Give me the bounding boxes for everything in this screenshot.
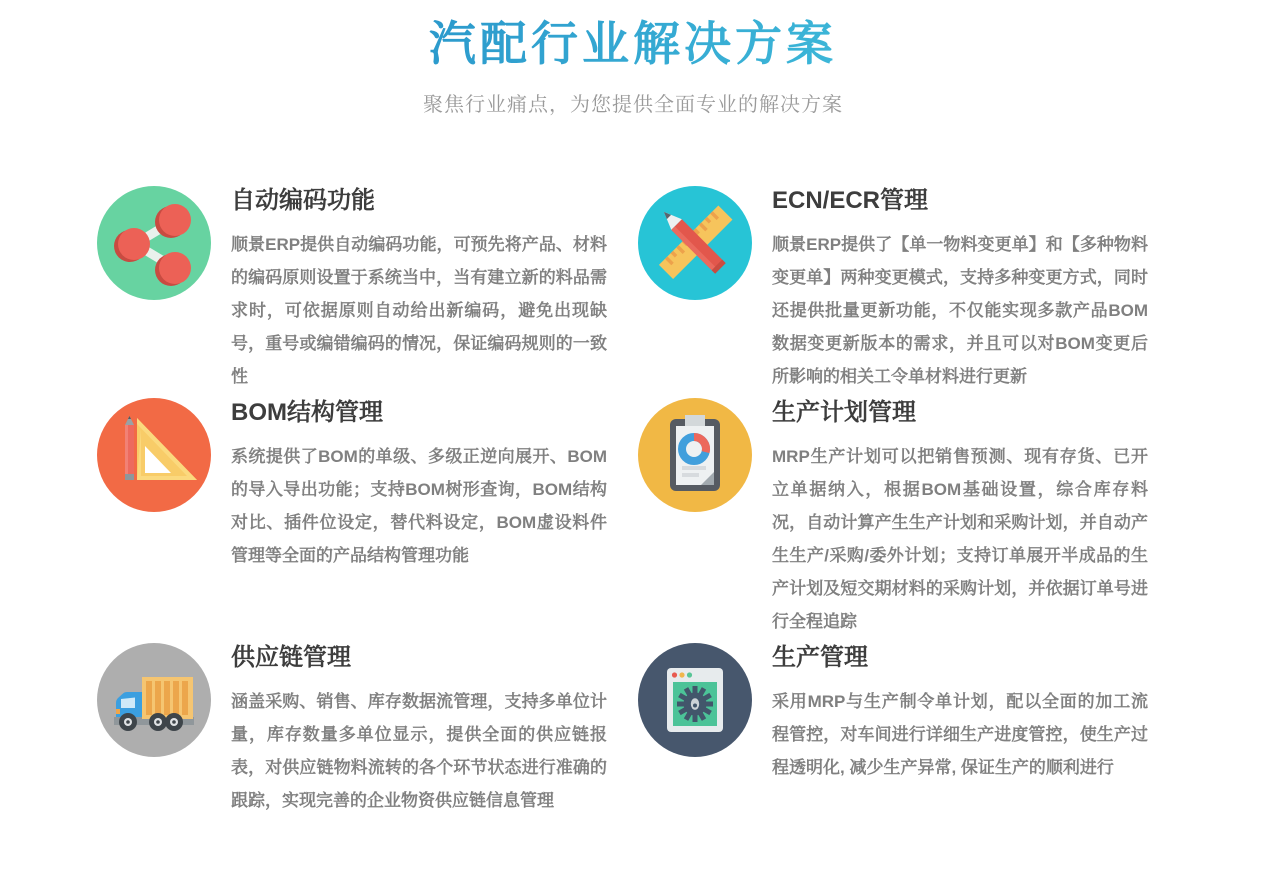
feature-auto-coding [97, 186, 607, 393]
truck-icon [97, 643, 211, 757]
feature-production-management [638, 643, 1148, 817]
feature-ecn-ecr [638, 186, 1148, 393]
feature-bom [97, 398, 607, 638]
feature-description: MRP生产计划可以把销售预测、现有存货、已开立单据纳入，根据BOM基础设置，综合库存料况，自动计算产生生产计划和采购计划，并自动产生生产/采购/委外计划；支持订单展开半成品的生产计划及短交期材料的采购计划，并依据订单号进行全程追踪 [772, 447, 1148, 631]
feature-title: 生产计划管理 [772, 399, 916, 426]
page-header [0, 18, 1266, 117]
feature-title: BOM结构管理 [231, 399, 383, 426]
feature-description: 系统提供了BOM的单级、多级正逆向展开、BOM的导入导出功能；支持BOM树形查询，BOM结构对比、插件位设定，替代料设定，BOM虚设料件管理等全面的产品结构管理功能 [231, 447, 607, 565]
feature-description: 顺景ERP提供自动编码功能，可预先将产品、材料的编码原则设置于系统当中，当有建立新的料品需求时，可依据原则自动给出新编码，避免出现缺号，重号或编错编码的情况，保证编码规则的一致性 [231, 235, 607, 386]
page-subtitle: 聚焦行业痛点，为您提供全面专业的解决方案 [423, 94, 843, 116]
share-network-icon [97, 186, 211, 300]
feature-title: ECN/ECR管理 [772, 187, 929, 214]
feature-supply-chain [97, 643, 607, 817]
clipboard-chart-icon [638, 398, 752, 512]
feature-description: 采用MRP与生产制令单计划，配以全面的加工流程管控，对车间进行详细生产进度管控，使生产过程透明化, 减少生产异常, 保证生产的顺利进行 [772, 692, 1148, 777]
browser-gear-icon [638, 643, 752, 757]
feature-title: 生产管理 [772, 644, 868, 671]
feature-title: 自动编码功能 [231, 187, 375, 214]
features-grid [0, 186, 1266, 817]
feature-title: 供应链管理 [231, 644, 351, 671]
feature-description: 顺景ERP提供了【单一物料变更单】和【多种物料变更单】两种变更模式，支持多种变更方式，同时还提供批量更新功能，不仅能实现多款产品BOM数据变更新版本的需求，并且可以对BOM变更后所影响的相关工令单材料进行更新 [772, 235, 1148, 386]
feature-description: 涵盖采购、销售、库存数据流管理，支持多单位计量，库存数量多单位显示，提供全面的供应链报表，对供应链物料流转的各个环节状态进行准确的跟踪，实现完善的企业物资供应链信息管理 [231, 692, 607, 810]
pencil-ruler-icon [638, 186, 752, 300]
page-title: 汽配行业解决方案 [0, 18, 1266, 70]
set-square-pencil-icon [97, 398, 211, 512]
feature-production-planning [638, 398, 1148, 638]
